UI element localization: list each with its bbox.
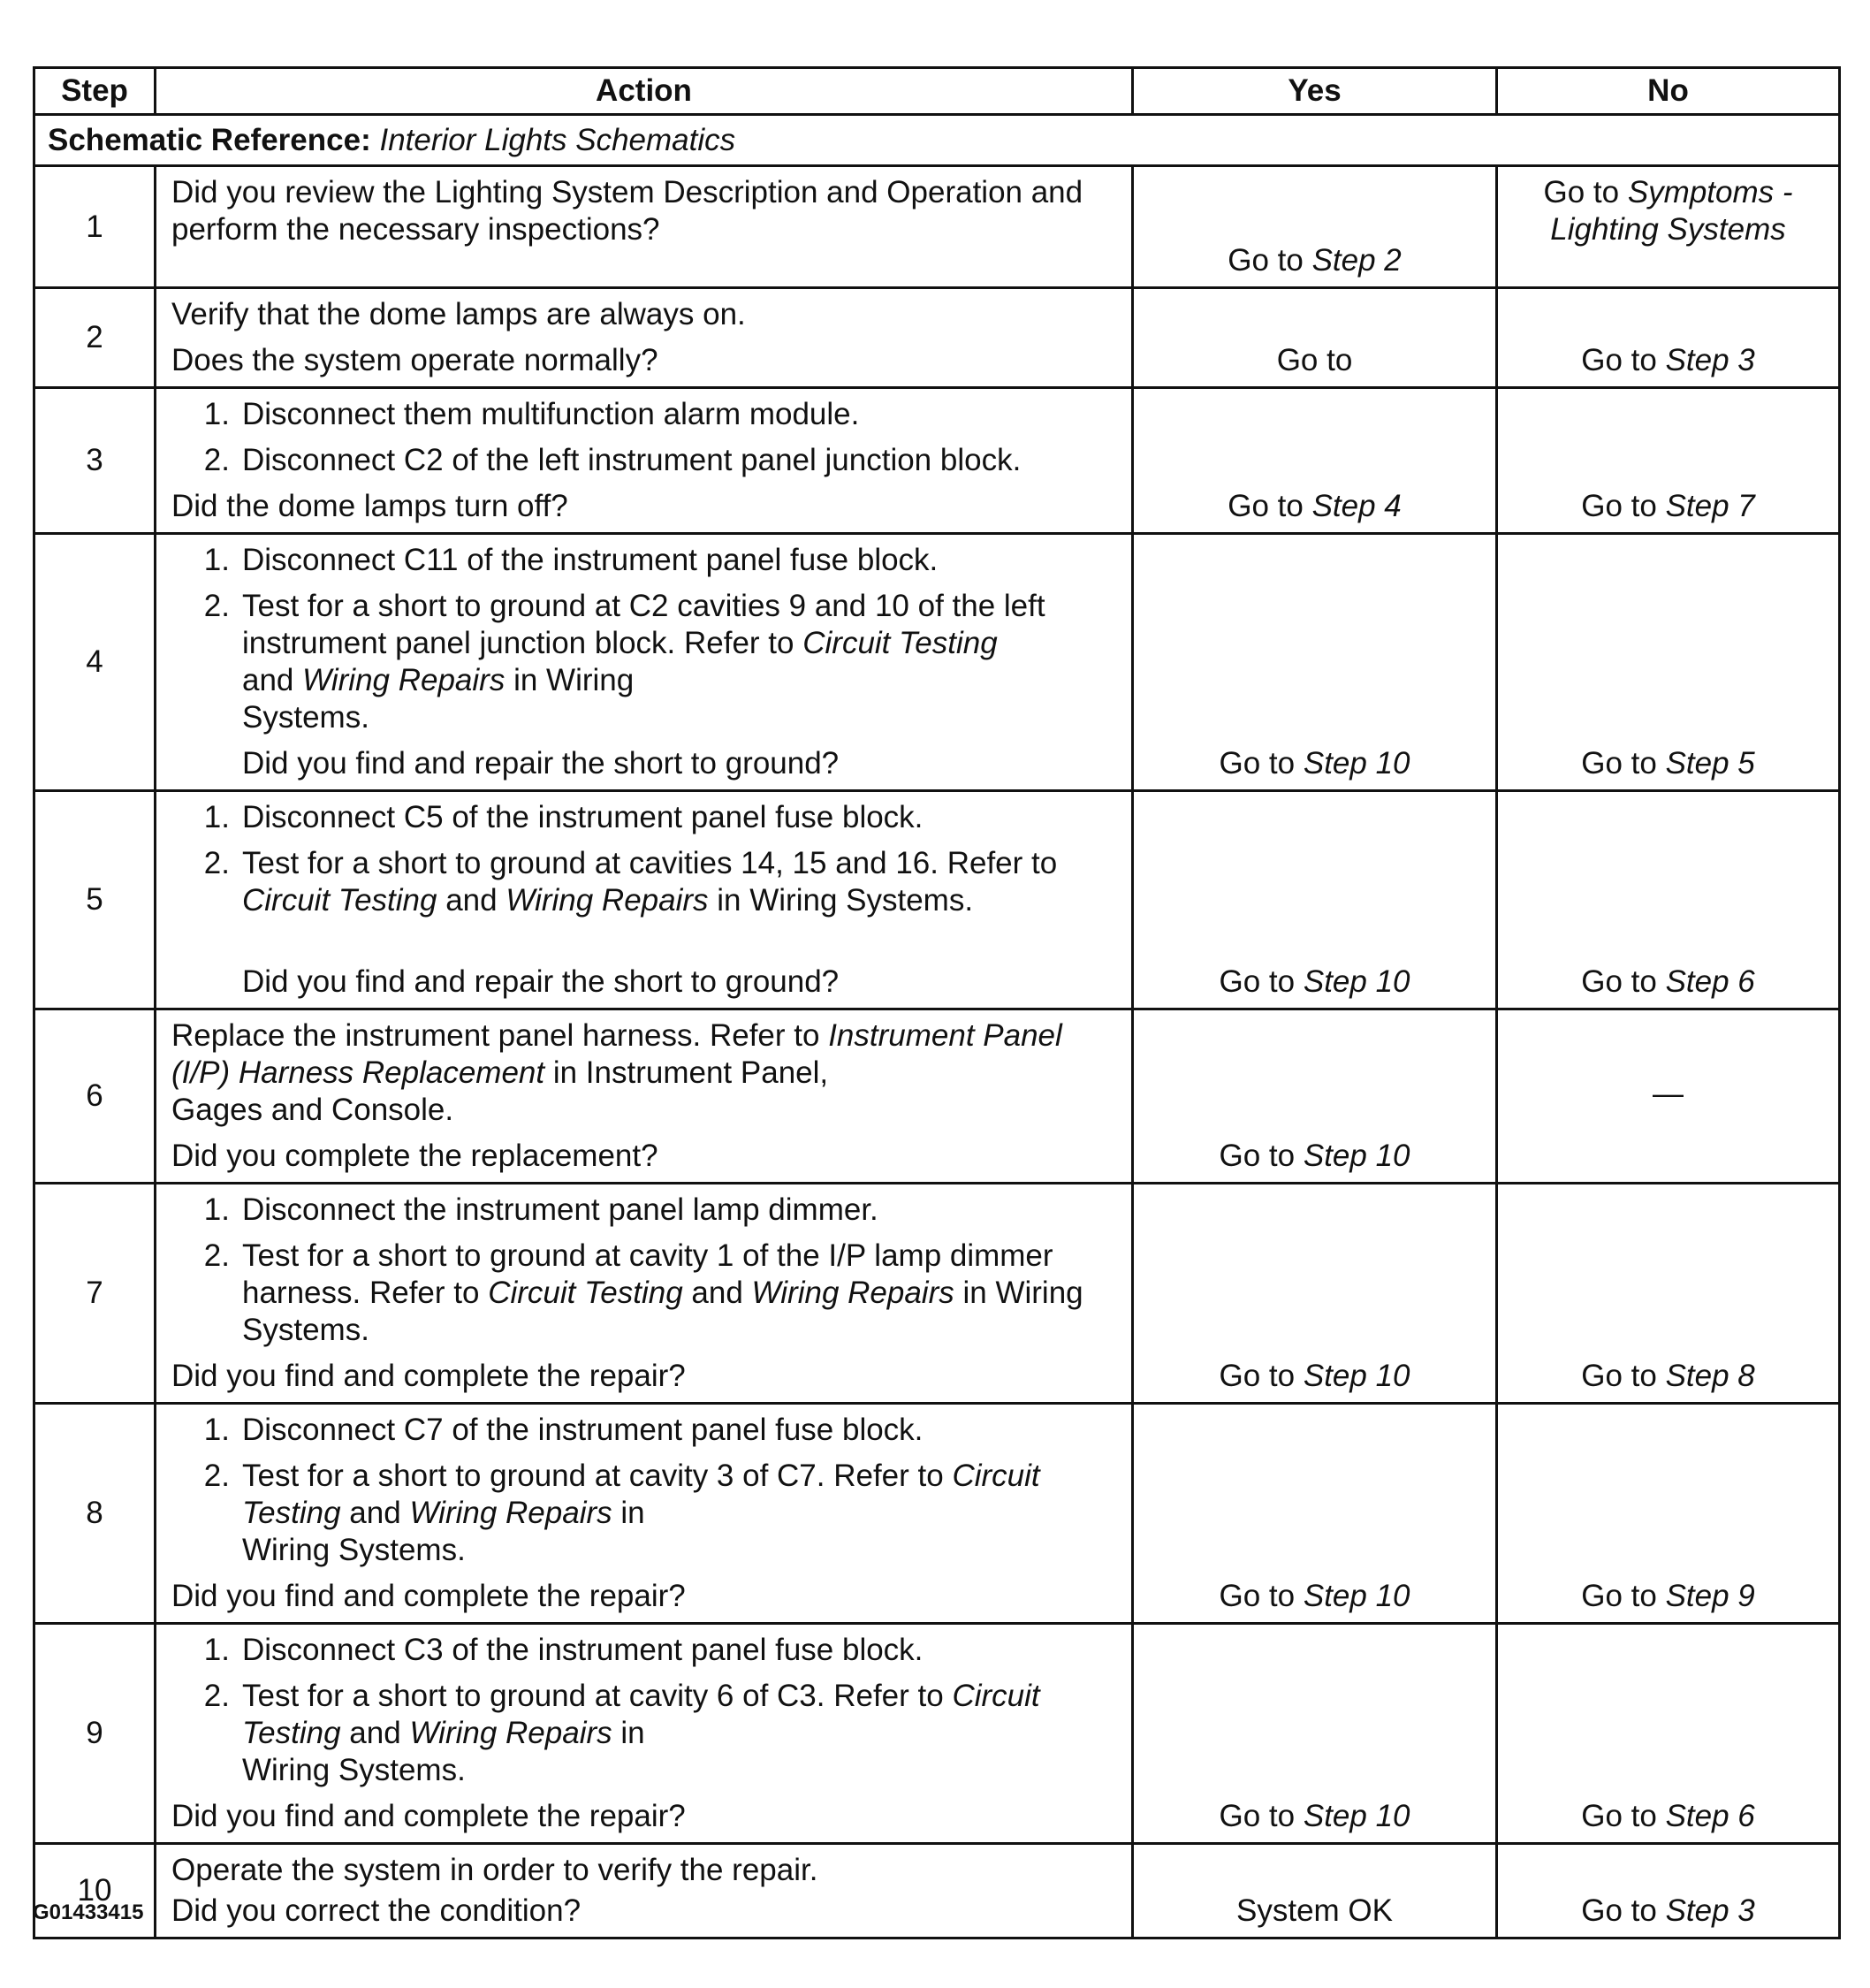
table-row [34,1624,1840,1844]
action-text: Verify that the dome lamps are always on. [171,297,746,331]
action-item [171,442,1114,479]
yes-goto: Go to [1219,746,1296,781]
no-goto: Go to [1581,1799,1657,1833]
action-item [171,1192,1114,1229]
action-cell [156,1844,1133,1938]
step-number: 6 [34,1009,156,1184]
yes-step-ref: Step 10 [1303,1139,1410,1173]
item-number: 1. [203,1413,230,1447]
action-question: Did you find and repair the short to ground? [242,746,840,781]
no-cell [1497,1184,1840,1404]
item-text-part: in Wiring [513,663,635,697]
item-number: 1. [203,543,230,577]
no-cell [1497,388,1840,534]
item-text [242,1458,1114,1569]
yes-goto: Go to [1219,1139,1296,1173]
item-text-part: Test for a short to ground at cavity 6 of C3. Refer to [242,1679,944,1713]
step-number: 4 [34,534,156,791]
item-text [242,1238,1114,1349]
no-goto: Go to [1581,1359,1657,1393]
no-goto: Go to [1581,489,1657,523]
step-number: 1 [34,166,156,288]
item-text-part: and [349,1716,401,1750]
figure-id: G01433415 [33,1900,144,1924]
action-text-part: Gages and Console. [171,1093,454,1127]
item-text: Disconnect them multifunction alarm module. [242,397,860,431]
table-row [34,534,1840,791]
action-question: Did you complete the replacement? [171,1139,658,1173]
schematic-reference [34,115,1840,166]
item-number: 2. [203,846,230,880]
table-row [34,1184,1840,1404]
header-step: Step [34,68,156,115]
no-step-ref: Step 3 [1665,343,1755,377]
action-item [171,845,1114,919]
item-text-part: Test for a short to ground at C2 cavities 9 and 10 of the left instrument panel junction block. Refer to [242,589,1045,660]
item-text-part: and [445,883,498,918]
no-cell [1497,1009,1840,1184]
table-row [34,1404,1840,1624]
step-number: 8 [34,1404,156,1624]
no-step-ref: Step 6 [1665,964,1755,999]
table-row [34,791,1840,1009]
action-question: Did the dome lamps turn off? [171,489,568,523]
no-goto: Go to [1581,746,1657,781]
item-text-part: Systems. [242,700,369,735]
action-text: Operate the system in order to verify the repair. [171,1853,818,1887]
action-item [171,1458,1114,1569]
ref-wiring-repairs: Wiring Repairs [506,883,709,918]
ref-wiring-repairs: Wiring Repairs [302,663,506,697]
action-cell [156,1009,1133,1184]
yes-cell [1133,791,1497,1009]
item-text-part: in [620,1496,645,1530]
action-cell [156,534,1133,791]
item-text-part: in Wiring Systems. [242,1276,1083,1347]
header-row [34,68,1840,115]
no-cell [1497,166,1840,288]
yes-step-ref: Step 2 [1311,243,1402,278]
action-text-part: Replace the instrument panel harness. Refer to [171,1018,820,1053]
action-item [171,396,1114,433]
yes-cell [1133,1624,1497,1844]
item-text-part: and [242,663,294,697]
ref-circuit-testing: Circuit Testing [488,1276,683,1310]
yes-cell [1133,166,1497,288]
item-number: 1. [203,1633,230,1667]
no-cell [1497,288,1840,388]
no-goto: Go to [1581,964,1657,999]
no-step-ref: Step 7 [1665,489,1755,523]
header-no: No [1497,68,1840,115]
action-cell [156,388,1133,534]
ref-harness-replacement: Instrument Panel (I/P) Harness Replacement [171,1018,1062,1090]
yes-step-ref: Step 10 [1303,1579,1410,1613]
ref-circuit-testing: Circuit Testing [242,1679,1040,1750]
ref-circuit-testing: Circuit Testing [242,1459,1040,1530]
yes-goto: Go to [1276,343,1353,377]
item-number: 1. [203,397,230,431]
yes-goto: Go to [1228,489,1304,523]
action-question: Did you find and complete the repair? [171,1359,686,1393]
no-ref-lighting-systems: Lighting Systems [1550,212,1786,247]
item-number: 2. [203,1679,230,1713]
yes-goto: Go to [1219,1359,1296,1393]
yes-goto: Go to [1228,243,1304,278]
item-text-part: and [691,1276,743,1310]
item-text-part: Wiring Systems. [242,1533,466,1567]
yes-system-ok: System OK [1236,1893,1393,1928]
action-text [171,1017,1114,1129]
item-text-part: and [349,1496,401,1530]
schematic-reference-link: Interior Lights Schematics [379,122,736,157]
item-text: Disconnect C11 of the instrument panel fuse block. [242,543,939,577]
yes-cell [1133,1009,1497,1184]
no-ref-symptoms: Symptoms - [1627,175,1793,209]
item-text: Disconnect the instrument panel lamp dimmer. [242,1192,878,1227]
no-goto: Go to [1581,1893,1657,1928]
yes-cell [1133,388,1497,534]
item-text-part: in [620,1716,645,1750]
yes-cell [1133,288,1497,388]
step-number: 7 [34,1184,156,1404]
action-question: Does the system operate normally? [171,343,658,377]
no-cell [1497,1624,1840,1844]
no-dash: — [1653,1077,1684,1111]
table-row [34,288,1840,388]
header-yes: Yes [1133,68,1497,115]
table-row [34,1009,1840,1184]
table-row [34,166,1840,288]
item-text: Disconnect C7 of the instrument panel fuse block. [242,1413,924,1447]
step-number: 10 [34,1844,156,1938]
action-text-part: in Instrument Panel, [552,1055,829,1090]
no-goto: Go to [1543,175,1620,209]
yes-step-ref: Step 10 [1303,746,1410,781]
yes-cell [1133,1404,1497,1624]
item-text-part: Test for a short to ground at cavity 3 of C7. Refer to [242,1459,944,1493]
action-question: Did you find and complete the repair? [171,1799,686,1833]
yes-cell [1133,534,1497,791]
no-cell [1497,1404,1840,1624]
item-number: 2. [203,443,230,477]
item-number: 1. [203,800,230,834]
item-number: 2. [203,589,230,623]
step-number: 9 [34,1624,156,1844]
action-item [171,1412,1114,1449]
no-cell [1497,534,1840,791]
yes-goto: Go to [1219,1579,1296,1613]
item-number: 2. [203,1459,230,1493]
schematic-reference-label: Schematic Reference: [48,122,371,157]
yes-cell [1133,1844,1497,1938]
item-text [242,845,1114,919]
no-step-ref: Step 3 [1665,1893,1755,1928]
action-item [171,1632,1114,1669]
action-question: Did you find and repair the short to ground? [242,964,840,999]
step-number: 2 [34,288,156,388]
item-number: 1. [203,1192,230,1227]
item-text-part: Wiring Systems. [242,1753,466,1787]
no-goto: Go to [1581,343,1657,377]
header-action: Action [156,68,1133,115]
item-text [242,1678,1114,1789]
item-text [242,588,1114,736]
ref-wiring-repairs: Wiring Repairs [409,1496,612,1530]
yes-step-ref: Step 4 [1311,489,1402,523]
action-cell [156,1404,1133,1624]
item-text-part: in Wiring Systems. [717,883,974,918]
no-step-ref: Step 6 [1665,1799,1755,1833]
action-item [171,542,1114,579]
ref-wiring-repairs: Wiring Repairs [409,1716,612,1750]
action-item [171,1678,1114,1789]
no-cell [1497,791,1840,1009]
ref-circuit-testing: Circuit Testing [802,626,998,660]
action-question: Did you correct the condition? [171,1893,582,1928]
action-cell [156,1624,1133,1844]
yes-cell [1133,1184,1497,1404]
diagnostic-table [33,66,1841,1939]
yes-step-ref: Step 10 [1303,1799,1410,1833]
yes-goto: Go to [1219,964,1296,999]
action-cell [156,1184,1133,1404]
no-step-ref: Step 5 [1665,746,1755,781]
table-row [34,388,1840,534]
item-text: Disconnect C2 of the left instrument panel junction block. [242,443,1022,477]
no-step-ref: Step 8 [1665,1359,1755,1393]
item-number: 2. [203,1238,230,1273]
no-goto: Go to [1581,1579,1657,1613]
table-row [34,1844,1840,1938]
item-text: Disconnect C5 of the instrument panel fuse block. [242,800,924,834]
yes-step-ref: Step 10 [1303,964,1410,999]
yes-goto: Go to [1219,1799,1296,1833]
step-number: 5 [34,791,156,1009]
action-item [171,799,1114,836]
no-step-ref: Step 9 [1665,1579,1755,1613]
action-cell [156,791,1133,1009]
schematic-reference-row [34,115,1840,166]
action-item [171,588,1114,736]
action-question: Did you review the Lighting System Description and Operation and perform the necessary inspections? [171,175,1083,247]
action-question: Did you find and complete the repair? [171,1579,686,1613]
action-cell [156,288,1133,388]
action-item [171,1238,1114,1349]
item-text: Disconnect C3 of the instrument panel fuse block. [242,1633,924,1667]
step-number: 3 [34,388,156,534]
action-cell [156,166,1133,288]
no-cell [1497,1844,1840,1938]
item-text-part: Test for a short to ground at cavities 14, 15 and 16. Refer to [242,846,1058,880]
ref-wiring-repairs: Wiring Repairs [751,1276,954,1310]
item-text-part: Test for a short to ground at cavity 1 of the I/P lamp dimmer harness. Refer to [242,1238,1053,1310]
yes-step-ref: Step 10 [1303,1359,1410,1393]
ref-circuit-testing: Circuit Testing [242,883,437,918]
